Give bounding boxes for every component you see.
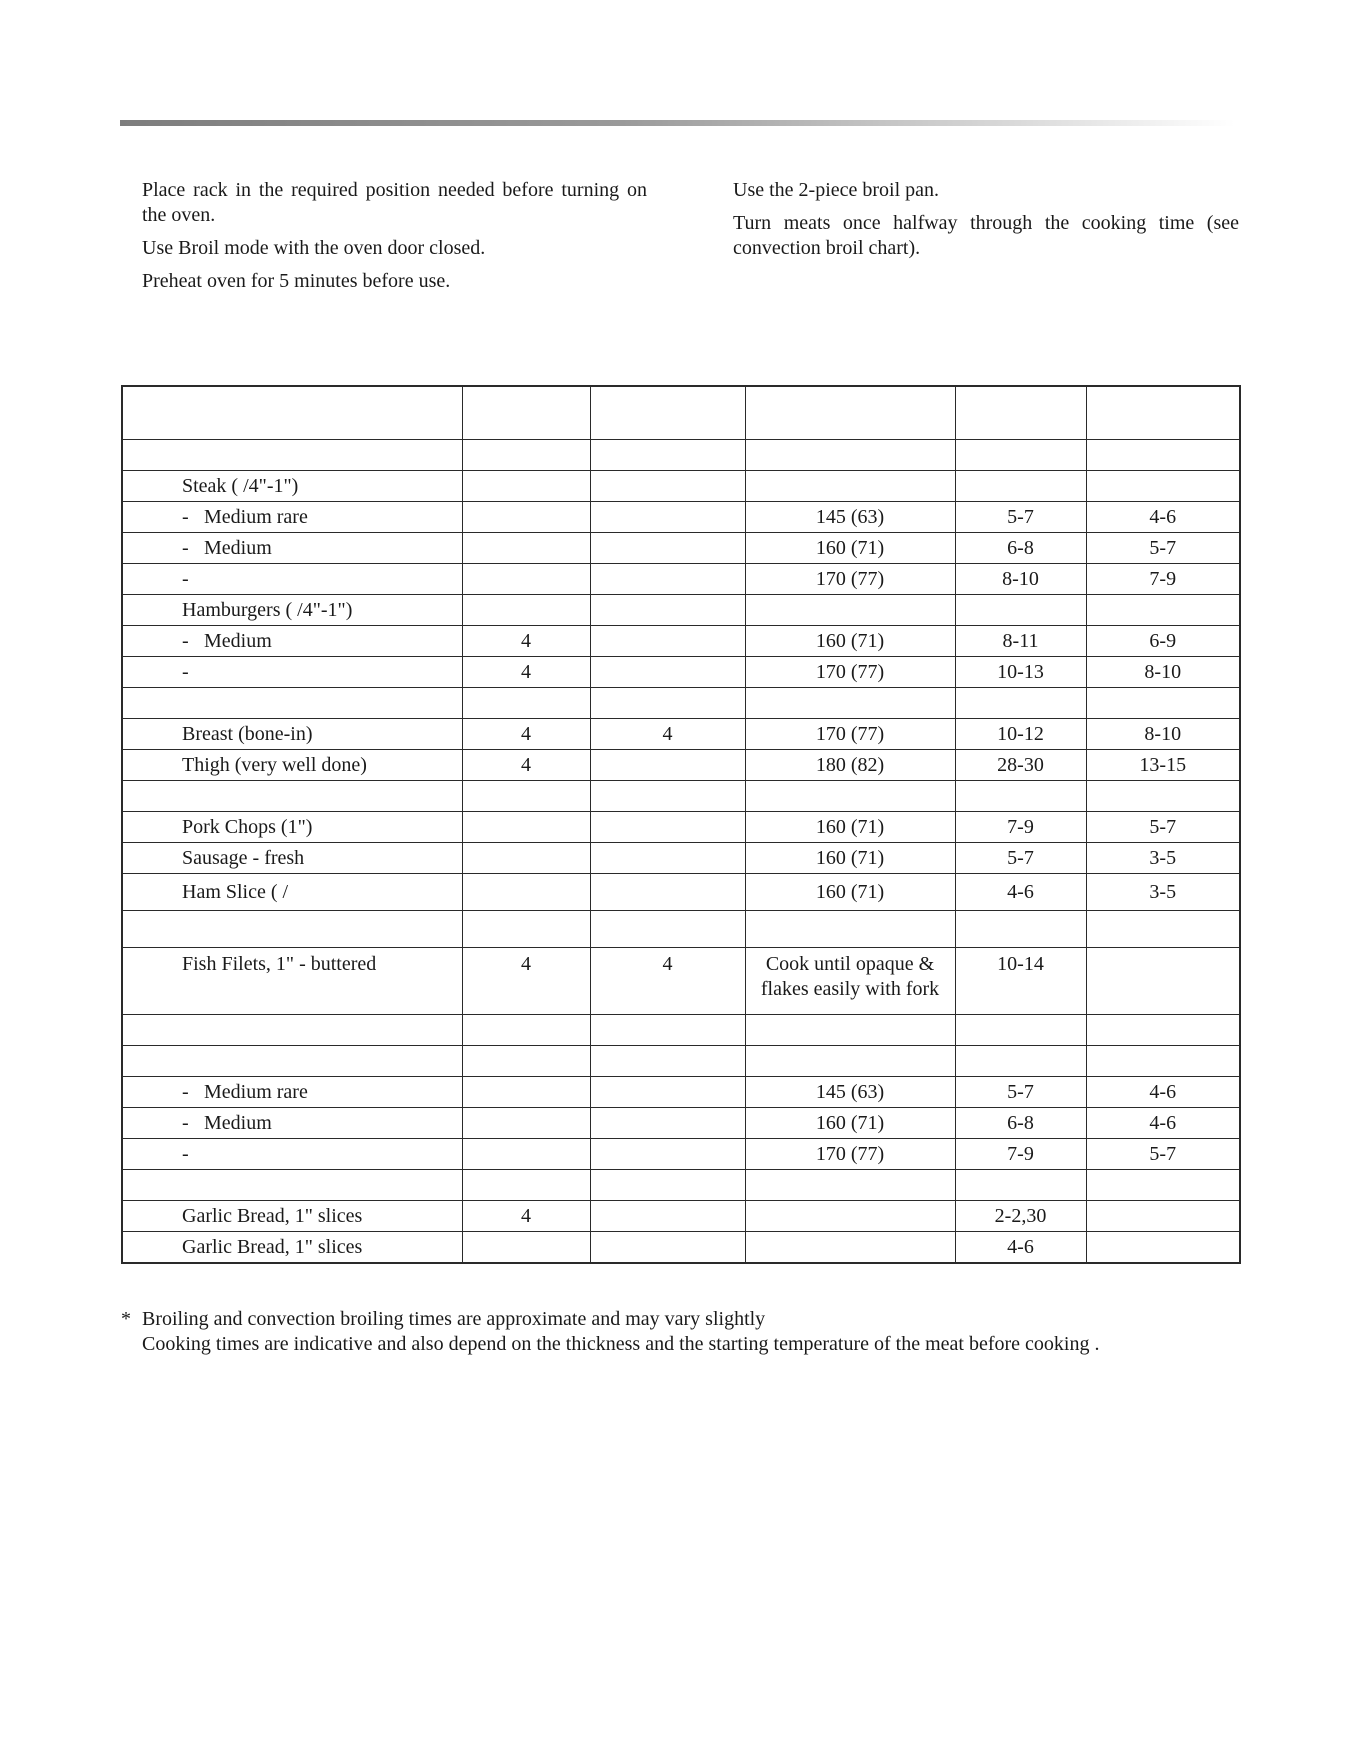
table-cell (590, 911, 745, 948)
table-cell: 8-11 (955, 626, 1086, 657)
table-cell (590, 440, 745, 471)
table-section-row (122, 688, 1240, 719)
broil-chart-table (121, 385, 1241, 1264)
table-cell (955, 911, 1086, 948)
table-cell: 10-13 (955, 657, 1086, 688)
table-cell (590, 386, 745, 440)
table-cell (462, 843, 590, 874)
table-cell-food: Pork Chops (1") (122, 812, 462, 843)
footnote-marker: * (121, 1308, 131, 1330)
broil-chart-body (122, 386, 1240, 1263)
table-cell (1086, 1015, 1240, 1046)
table-row (122, 911, 1240, 948)
table-cell (590, 1015, 745, 1046)
table-cell-food (122, 386, 462, 440)
table-cell (590, 564, 745, 595)
table-cell-food (122, 564, 462, 595)
table-cell (462, 386, 590, 440)
footnote (121, 1307, 1099, 1357)
table-cell (462, 781, 590, 812)
table-cell: 160 (71) (745, 533, 955, 564)
table-cell: 4 (590, 948, 745, 1015)
table-cell (462, 595, 590, 626)
table-row (122, 533, 1240, 564)
table-section-row (122, 1015, 1240, 1046)
table-cell: 160 (71) (745, 1108, 955, 1139)
table-cell (955, 1015, 1086, 1046)
table-cell (1086, 595, 1240, 626)
table-cell-food (122, 533, 462, 564)
table-cell (590, 1046, 745, 1077)
table-cell-food (122, 781, 462, 812)
table-cell: 13-15 (1086, 750, 1240, 781)
table-row (122, 948, 1240, 1015)
table-cell: 4 (462, 657, 590, 688)
table-cell (1086, 440, 1240, 471)
table-cell: 4-6 (955, 874, 1086, 911)
table-cell (462, 874, 590, 911)
table-cell (955, 1170, 1086, 1201)
table-cell: 5-7 (955, 502, 1086, 533)
dash-marker: - (182, 1080, 189, 1103)
table-cell (1086, 1201, 1240, 1232)
table-cell (1086, 1232, 1240, 1264)
intro-right-column (733, 178, 1239, 269)
dash-marker: - (182, 629, 189, 652)
table-cell (590, 626, 745, 657)
dash-marker: - (182, 536, 189, 559)
table-cell (462, 1170, 590, 1201)
table-row (122, 626, 1240, 657)
table-row (122, 874, 1240, 911)
header-rule (120, 120, 1235, 126)
food-label: Medium (204, 536, 272, 559)
table-cell-food (122, 1015, 462, 1046)
table-cell (1086, 948, 1240, 1015)
table-cell (462, 1108, 590, 1139)
intro-paragraph: Use Broil mode with the oven door closed. (142, 237, 486, 259)
table-cell-food: Thigh (very well done) (122, 750, 462, 781)
intro-left-column (142, 178, 647, 302)
table-cell (590, 595, 745, 626)
table-cell: 4-6 (1086, 502, 1240, 533)
table-cell-food (122, 440, 462, 471)
table-cell (1086, 781, 1240, 812)
table-cell: 5-7 (955, 843, 1086, 874)
table-cell: 170 (77) (745, 564, 955, 595)
table-cell (590, 688, 745, 719)
intro-paragraph: Preheat oven for 5 minutes before use. (142, 270, 451, 292)
table-cell (955, 471, 1086, 502)
food-label: Medium rare (204, 1080, 308, 1103)
table-row (122, 843, 1240, 874)
table-cell (590, 812, 745, 843)
food-label: Medium (204, 1111, 272, 1134)
table-cell: 28-30 (955, 750, 1086, 781)
table-cell: 160 (71) (745, 626, 955, 657)
table-row (122, 1201, 1240, 1232)
table-cell (745, 781, 955, 812)
table-cell (462, 533, 590, 564)
table-row (122, 750, 1240, 781)
table-cell (590, 843, 745, 874)
table-row (122, 595, 1240, 626)
table-cell (745, 688, 955, 719)
table-cell (462, 1046, 590, 1077)
table-cell: 6-9 (1086, 626, 1240, 657)
table-cell-food (122, 1139, 462, 1170)
table-cell: 8-10 (1086, 657, 1240, 688)
table-cell (590, 781, 745, 812)
table-section-row (122, 1170, 1240, 1201)
table-cell (590, 657, 745, 688)
table-cell (590, 1139, 745, 1170)
table-cell-food (122, 911, 462, 948)
table-cell: 160 (71) (745, 812, 955, 843)
footnote-text: Broiling and convection broiling times are approximate and may vary slightly (142, 1308, 766, 1330)
table-cell: 5-7 (1086, 812, 1240, 843)
table-cell (955, 1046, 1086, 1077)
dash-marker: - (182, 1142, 189, 1165)
table-section-row (122, 1046, 1240, 1077)
table-row (122, 502, 1240, 533)
food-label: Medium rare (204, 505, 308, 528)
footnote-line: Cooking times are indicative and also depend on the thickness and the starting temperature of the meat before cooking . (142, 1333, 1100, 1355)
table-cell: 170 (77) (745, 719, 955, 750)
table-cell (462, 911, 590, 948)
table-row (122, 471, 1240, 502)
table-cell (745, 386, 955, 440)
table-cell (462, 564, 590, 595)
table-section-row (122, 440, 1240, 471)
intro-paragraph: Use the 2-piece broil pan. (733, 179, 940, 201)
table-cell (462, 688, 590, 719)
table-cell (462, 1077, 590, 1108)
table-cell: 4 (462, 750, 590, 781)
table-cell-food: Steak ( /4"-1") (122, 471, 462, 502)
table-row (122, 1077, 1240, 1108)
table-cell (745, 595, 955, 626)
table-cell (955, 688, 1086, 719)
table-cell: 4 (462, 719, 590, 750)
table-cell (462, 502, 590, 533)
table-cell (955, 386, 1086, 440)
table-cell: 7-9 (1086, 564, 1240, 595)
table-cell (590, 750, 745, 781)
table-cell (590, 1170, 745, 1201)
footnote-line (121, 1307, 1099, 1332)
table-cell: 10-12 (955, 719, 1086, 750)
intro-paragraph: Place rack in the required position needed before turning on the oven. (142, 179, 647, 226)
table-cell: 4-6 (1086, 1108, 1240, 1139)
table-row (122, 812, 1240, 843)
table-cell-food (122, 688, 462, 719)
table-cell: 4-6 (1086, 1077, 1240, 1108)
table-cell: 180 (82) (745, 750, 955, 781)
table-row (122, 657, 1240, 688)
table-cell: Cook until opaque & flakes easily with fork (745, 948, 955, 1015)
table-cell-food (122, 1077, 462, 1108)
table-cell-food (122, 657, 462, 688)
table-cell (590, 471, 745, 502)
table-cell (1086, 471, 1240, 502)
dash-marker: - (182, 1111, 189, 1134)
table-cell-food (122, 1046, 462, 1077)
table-cell (590, 533, 745, 564)
table-cell (590, 1077, 745, 1108)
dash-marker: - (182, 660, 189, 683)
table-cell: 145 (63) (745, 1077, 955, 1108)
table-cell: 170 (77) (745, 657, 955, 688)
dash-marker: - (182, 567, 189, 590)
table-cell (462, 1015, 590, 1046)
table-cell: 2-2,30 (955, 1201, 1086, 1232)
table-cell (462, 812, 590, 843)
table-cell-food: Garlic Bread, 1" slices (122, 1232, 462, 1264)
table-cell: 7-9 (955, 812, 1086, 843)
table-cell (590, 502, 745, 533)
table-cell-food: Hamburgers ( /4"-1") (122, 595, 462, 626)
table-cell (462, 471, 590, 502)
table-cell (1086, 688, 1240, 719)
table-cell: 6-8 (955, 1108, 1086, 1139)
table-row (122, 564, 1240, 595)
table-cell (745, 471, 955, 502)
table-cell: 7-9 (955, 1139, 1086, 1170)
table-cell-food (122, 1108, 462, 1139)
table-row (122, 1108, 1240, 1139)
table-cell: 8-10 (1086, 719, 1240, 750)
table-cell (955, 440, 1086, 471)
table-cell (745, 1232, 955, 1264)
table-cell (590, 874, 745, 911)
table-cell-food: Breast (bone-in) (122, 719, 462, 750)
dash-marker: - (182, 505, 189, 528)
table-row (122, 719, 1240, 750)
table-cell (1086, 911, 1240, 948)
table-cell (745, 440, 955, 471)
table-cell: 4 (462, 948, 590, 1015)
table-cell: 5-7 (955, 1077, 1086, 1108)
table-cell (462, 440, 590, 471)
table-cell (745, 1170, 955, 1201)
table-cell: 4 (590, 719, 745, 750)
table-cell: 3-5 (1086, 843, 1240, 874)
table-row (122, 1232, 1240, 1264)
table-cell (745, 1201, 955, 1232)
intro-paragraph: Turn meats once halfway through the cooking time (see convection broil chart). (733, 212, 1239, 259)
table-cell (955, 595, 1086, 626)
table-cell: 160 (71) (745, 874, 955, 911)
table-cell (955, 781, 1086, 812)
table-cell: 8-10 (955, 564, 1086, 595)
table-cell (745, 1046, 955, 1077)
table-cell (745, 911, 955, 948)
table-cell: 6-8 (955, 533, 1086, 564)
table-cell (590, 1201, 745, 1232)
table-cell (745, 1015, 955, 1046)
table-cell (590, 1108, 745, 1139)
table-cell: 170 (77) (745, 1139, 955, 1170)
table-cell: 10-14 (955, 948, 1086, 1015)
table-cell: 160 (71) (745, 843, 955, 874)
table-cell (462, 1232, 590, 1264)
table-cell: 5-7 (1086, 533, 1240, 564)
table-cell (1086, 1170, 1240, 1201)
table-cell-food: Garlic Bread, 1" slices (122, 1201, 462, 1232)
table-cell (1086, 1046, 1240, 1077)
table-cell: 4 (462, 626, 590, 657)
table-cell-food: Sausage - fresh (122, 843, 462, 874)
table-cell: 145 (63) (745, 502, 955, 533)
table-cell: 5-7 (1086, 1139, 1240, 1170)
table-cell (590, 1232, 745, 1264)
table-cell-food: Ham Slice ( / (122, 874, 462, 911)
table-section-row (122, 781, 1240, 812)
table-cell-food (122, 626, 462, 657)
table-row (122, 1139, 1240, 1170)
table-cell: 4-6 (955, 1232, 1086, 1264)
table-cell: 4 (462, 1201, 590, 1232)
food-label: Medium (204, 629, 272, 652)
table-header-row (122, 386, 1240, 440)
table-cell-food (122, 1170, 462, 1201)
table-cell-food (122, 502, 462, 533)
table-cell: 3-5 (1086, 874, 1240, 911)
table-cell (462, 1139, 590, 1170)
table-cell (1086, 386, 1240, 440)
table-cell-food: Fish Filets, 1" - buttered (122, 948, 462, 1015)
